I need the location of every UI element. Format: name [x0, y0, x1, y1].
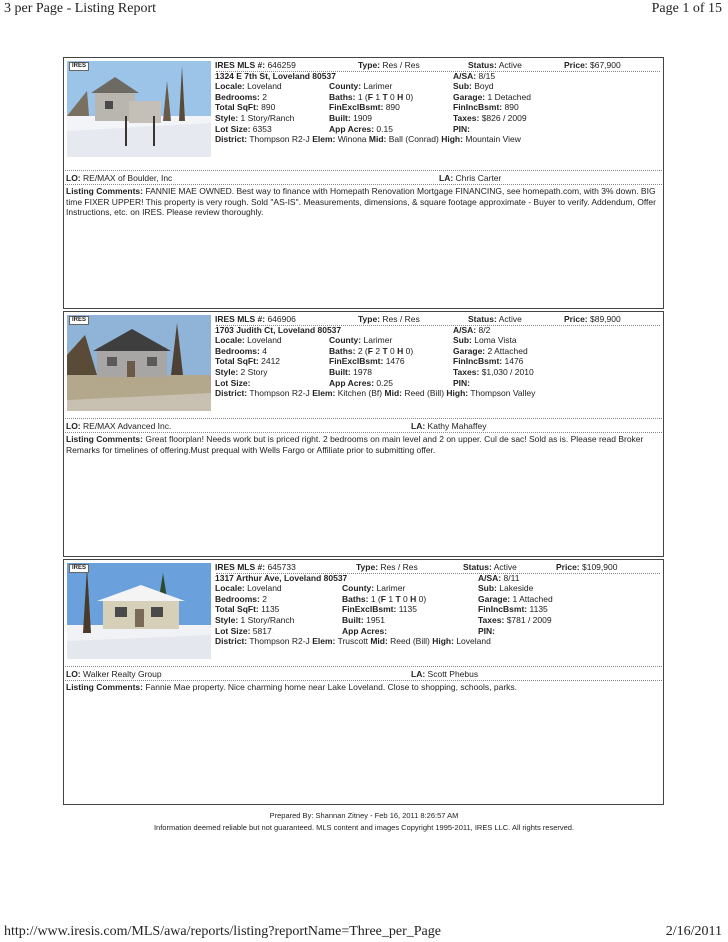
mls-number: 646259 [267, 60, 296, 70]
listing-details: IRES MLS #: 646259 Type: Res / Res Status: Active Price: $67,900 1324 E 7th St, Loveland 80537 A/SA: 8/15 Locale: Loveland County: Larimer Sub: Boyd Bedrooms: 2 Baths: 1 (F 1 T 0 H 0) Garage: 1 Detached Total SqFt: 890 FinExclBsmt: 890 FinIncBsmt: 890 Style: 1 Story/Ranch Built: 1909 Taxes: $826 / 2009 Lot Size: 6353 App Acres: 0.15 PIN: District: Thompson R2-J Elem: Winona Mid: Ball (Conrad) High: Mountain View [215, 60, 661, 160]
mls-number: 645733 [267, 562, 296, 572]
listing-agent: LA: Kathy Mahaffey [411, 421, 487, 431]
ires-logo: IRES [69, 62, 89, 71]
ires-logo: IRES [69, 316, 89, 325]
listing-details: IRES MLS #: 646906 Type: Res / Res Status: Active Price: $89,900 1703 Judith Ct, Loveland 80537 A/SA: 8/2 Locale: Loveland County: Larimer Sub: Loma Vista Bedrooms: 4 Baths: 2 (F 2 T 0 H 0) Garage: 2 Attached Total SqFt: 2412 FinExclBsmt: 1476 FinIncBsmt: 1476 Style: 2 Story Built: 1978 Taxes: $1,030 / 2010 Lot Size: App Acres: 0.25 PIN: District: Thompson R2-J Elem: Kitchen (Bf) Mid: Reed (Bill) High: Thompson Valley [215, 314, 661, 414]
ires-logo: IRES [69, 564, 89, 573]
listing-comments: Listing Comments: Great floorplan! Needs work but is priced right. 2 bedrooms on main level and 2 on upper. Cul de sac! Sold as is. Please read Broker Remarks for timelines of offering.Must prequal with Wells Fargo or Affiliate prior to submitting offer. [66, 434, 644, 455]
listing-type: Res / Res [380, 562, 418, 572]
listing-status: Active [493, 562, 517, 572]
listing-agent: LA: Chris Carter [439, 173, 502, 183]
listing-type: Res / Res [382, 314, 420, 324]
listing-agent: LA: Scott Phebus [411, 669, 479, 679]
listing-card [63, 57, 664, 309]
listing-card [63, 311, 664, 557]
property-photo [67, 315, 211, 411]
listing-status: Active [498, 314, 522, 324]
mls-number: 646906 [267, 314, 296, 324]
listing-card [63, 559, 664, 805]
listing-comments: Listing Comments: Fannie Mae property. Nice charming home near Lake Loveland. Close to shopping, schools, parks. [66, 682, 518, 692]
property-photo [67, 61, 211, 157]
listing-status: Active [498, 60, 522, 70]
listing-office: LO: RE/MAX of Boulder, Inc [66, 173, 173, 183]
listing-price: $109,900 [582, 562, 618, 572]
listing-address: 1324 E 7th St, Loveland 80537 [215, 70, 336, 81]
listing-type: Res / Res [382, 60, 420, 70]
prepared-by: Prepared By: Shannan Zitney - Feb 16, 2011 8:26:57 AM [269, 811, 459, 820]
listing-comments: Listing Comments: FANNIE MAE OWNED. Best way to finance with Homepath Renovation Mortgage FINANCING, see homepath.com, with 3% down. BIG time FIXER UPPER! This property is very rough. Sold "AS-IS". Measurements, dimensions, & square footage approximate - Buyer to verify. Addendum, Offer Instructions, etc. on IRES. Please review thoroughly. [66, 186, 656, 218]
listing-details: IRES MLS #: 645733 Type: Res / Res Status: Active Price: $109,900 1317 Arthur Ave, Loveland 80537 A/SA: 8/11 Locale: Loveland County: Larimer Sub: Lakeside Bedrooms: 2 Baths: 1 (F 1 T 0 H 0) Garage: 1 Attached Total SqFt: 1135 FinExclBsmt: 1135 FinIncBsmt: 1135 Style: 1 Story/Ranch Built: 1951 Taxes: $781 / 2009 Lot Size: 5817 App Acres: PIN: District: Thompson R2-J Elem: Truscott Mid: Reed (Bill) High: Loveland [215, 562, 661, 662]
page-indicator: Page 1 of 15 [651, 1, 722, 16]
property-photo [67, 563, 211, 659]
listing-price: $89,900 [590, 314, 621, 324]
report-title: 3 per Page - Listing Report [4, 1, 157, 16]
print-date: 2/16/2011 [665, 924, 722, 939]
listing-address: 1703 Judith Ct, Loveland 80537 [215, 324, 342, 335]
listing-office: LO: RE/MAX Advanced Inc. [66, 421, 172, 431]
page-url[interactable]: http://www.iresis.com/MLS/awa/reports/listing?reportName=Three_per_Page [4, 924, 441, 939]
listing-price: $67,900 [590, 60, 621, 70]
disclaimer: Information deemed reliable but not guaranteed. MLS content and images Copyright 1995-2011, IRES LLC. All rights reserved. [153, 823, 575, 832]
listing-address: 1317 Arthur Ave, Loveland 80537 [215, 572, 348, 583]
listing-office: LO: Walker Realty Group [66, 669, 162, 679]
